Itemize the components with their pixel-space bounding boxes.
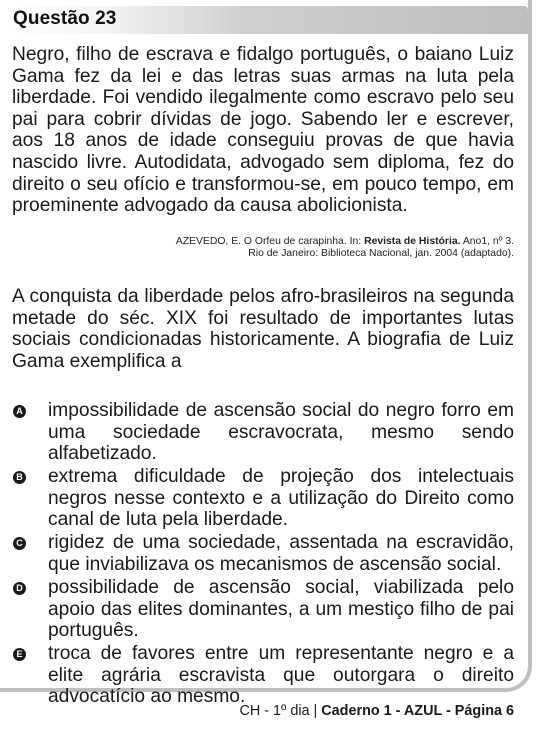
- footer-day: CH - 1º dia: [239, 703, 310, 719]
- source-citation: [100, 236, 514, 260]
- option-e[interactable]: [12, 643, 514, 708]
- answer-options: [12, 400, 514, 709]
- question-prompt: A conquista da liberdade pelos afro-brasileiros na segunda metade do séc. XIX foi resultado de importantes lutas sociais condicionadas historicamente. A biografia de Luiz Gama exemplifica a: [12, 286, 514, 372]
- option-text: impossibilidade de ascensão social do negro forro em uma sociedade escravocrata, mesmo sendo alfabetizado.: [48, 400, 514, 465]
- footer-booklet: Caderno 1 - AZUL - Página 6: [321, 703, 514, 719]
- option-letter-badge: C: [13, 537, 26, 550]
- page-footer: [192, 703, 514, 719]
- option-text: troca de favores entre um representante negro e a elite agrária escravista que outorgara o direito advocatício ao mesmo.: [48, 643, 514, 708]
- source-line-1: [100, 236, 514, 248]
- option-letter-badge: D: [13, 582, 26, 595]
- option-text: rigidez de uma sociedade, assentada na escravidão, que inviabilizava os mecanismos de ascensão social.: [48, 532, 514, 575]
- source-prefix: AZEVEDO, E. O Orfeu de carapinha. In:: [175, 236, 365, 247]
- option-text: extrema dificuldade de projeção dos intelectuais negros nesse contexto e a utilização do Direito como canal de luta pela liberdade.: [48, 466, 514, 531]
- option-c[interactable]: [12, 532, 514, 575]
- source-line-2: Rio de Janeiro: Biblioteca Nacional, jan. 2004 (adaptado).: [248, 248, 514, 259]
- option-letter-badge: A: [13, 405, 26, 418]
- option-letter-badge: E: [13, 648, 26, 661]
- passage-text: Negro, filho de escrava e fidalgo português, o baiano Luiz Gama fez da lei e das letras suas armas na luta pela liberdade. Foi vendido ilegalmente como escravo pelo seu pai para cobrir dívidas de jogo. Sabendo ler e escrever, aos 18 anos de idade conseguiu provas de que havia nascido livre. Autodidata, advogado sem diploma, fez do direito o seu ofício e transformou-se, em pouco tempo, em proeminente advogado da causa abolicionista.: [12, 44, 514, 217]
- option-a[interactable]: [12, 400, 514, 465]
- footer-separator: |: [313, 703, 318, 719]
- option-b[interactable]: [12, 466, 514, 531]
- question-title: Questão 23: [13, 8, 117, 29]
- option-text: possibilidade de ascensão social, viabilizada pelo apoio das elites dominantes, a um mestiço filho de pai português.: [48, 576, 514, 642]
- option-letter-badge: B: [13, 471, 26, 484]
- option-d[interactable]: [12, 577, 514, 642]
- source-suffix: Ano1, nº 3.: [460, 236, 514, 247]
- source-journal: Revista de História.: [364, 236, 461, 247]
